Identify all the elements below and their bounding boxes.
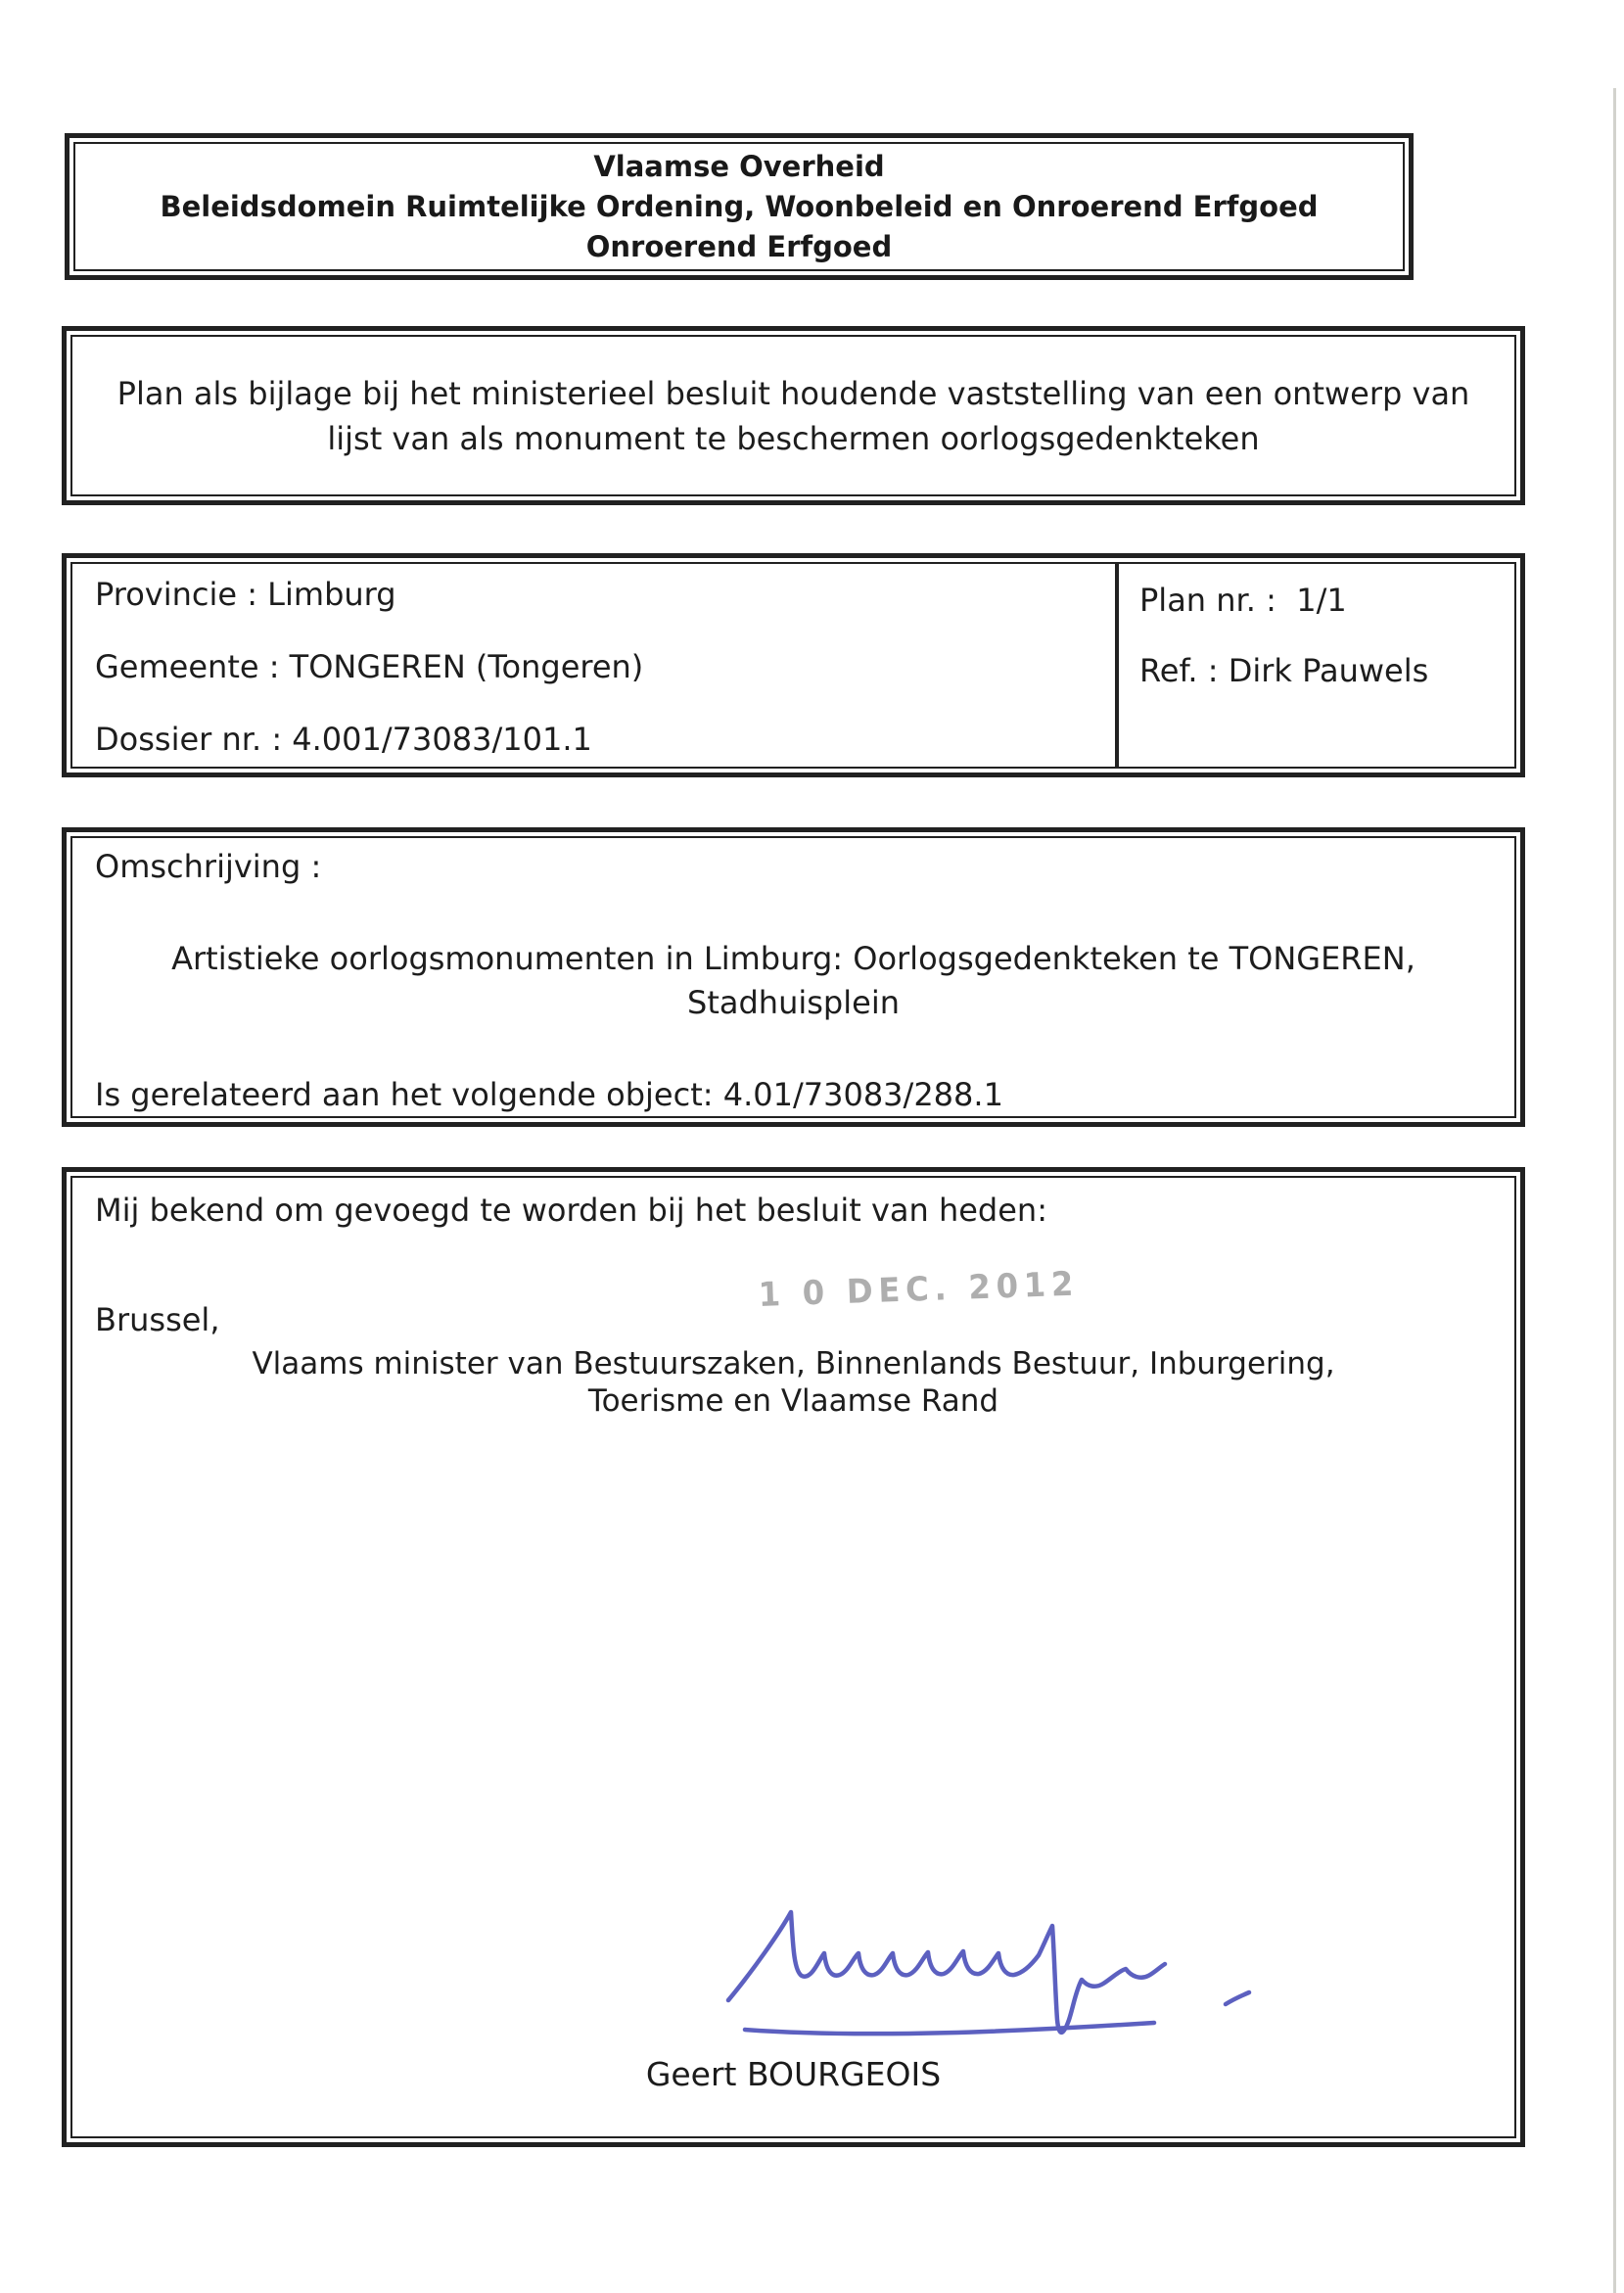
ref-field: Ref. : Dirk Pauwels [1139, 652, 1429, 689]
details-box [62, 553, 1525, 777]
details-content [70, 562, 1516, 769]
omschrijving-label: Omschrijving : [95, 848, 322, 885]
letterhead-line-organization: Vlaamse Overheid [593, 149, 885, 183]
plan-statement-content [70, 335, 1516, 496]
letterhead-content [73, 142, 1405, 271]
handwritten-signature [694, 1885, 1272, 2061]
letterhead-line-policy-domain: Beleidsdomein Ruimtelijke Ordening, Woonbeleid en Onroerend Erfgoed [160, 189, 1319, 223]
omschrijving-content [70, 836, 1516, 1118]
letterhead-box [65, 133, 1414, 280]
plan-statement-line-2: lijst van als monument te beschermen oorlogsgedenkteken [327, 419, 1260, 457]
plan-nr-field: Plan nr. : 1/1 [1139, 582, 1347, 619]
signing-content [70, 1176, 1516, 2138]
plan-statement-box [62, 326, 1525, 505]
related-object-line: Is gerelateerd aan het volgende object: 4.01/73083/288.1 [95, 1076, 1003, 1113]
signature-scrawl [728, 1912, 1165, 2033]
minister-title-line-2: Toerisme en Vlaamse Rand [587, 1383, 999, 1419]
omschrijving-description-line-2: Stadhuisplein [687, 984, 900, 1021]
signing-place: Brussel, [95, 1301, 220, 1338]
letterhead-line-agency: Onroerend Erfgoed [585, 229, 893, 263]
date-stamp: 1 0 DEC. 2012 [758, 1264, 1080, 1315]
signing-statement: Mij bekend om gevoegd te worden bij het besluit van heden: [95, 1192, 1047, 1229]
plan-statement-line-1: Plan als bijlage bij het ministerieel besluit houdende vaststelling van een ontwerp van [116, 374, 1470, 412]
signing-box [62, 1167, 1525, 2147]
omschrijving-box [62, 827, 1525, 1127]
signature-trailing-dash [1226, 1992, 1249, 2004]
gemeente-field: Gemeente : TONGEREN (Tongeren) [95, 648, 644, 685]
omschrijving-description-line-1: Artistieke oorlogsmonumenten in Limburg: Oorlogsgedenkteken te TONGEREN, [171, 940, 1415, 977]
details-column-divider [1115, 564, 1119, 767]
scan-edge-artifact [1613, 88, 1616, 2293]
signature-underline [745, 2023, 1154, 2034]
minister-title-line-1: Vlaams minister van Bestuurszaken, Binnenlands Bestuur, Inburgering, [252, 1346, 1335, 1381]
provincie-field: Provincie : Limburg [95, 576, 396, 613]
dossier-nr-field: Dossier nr. : 4.001/73083/101.1 [95, 721, 592, 758]
signer-name: Geert BOURGEOIS [645, 2055, 942, 2093]
